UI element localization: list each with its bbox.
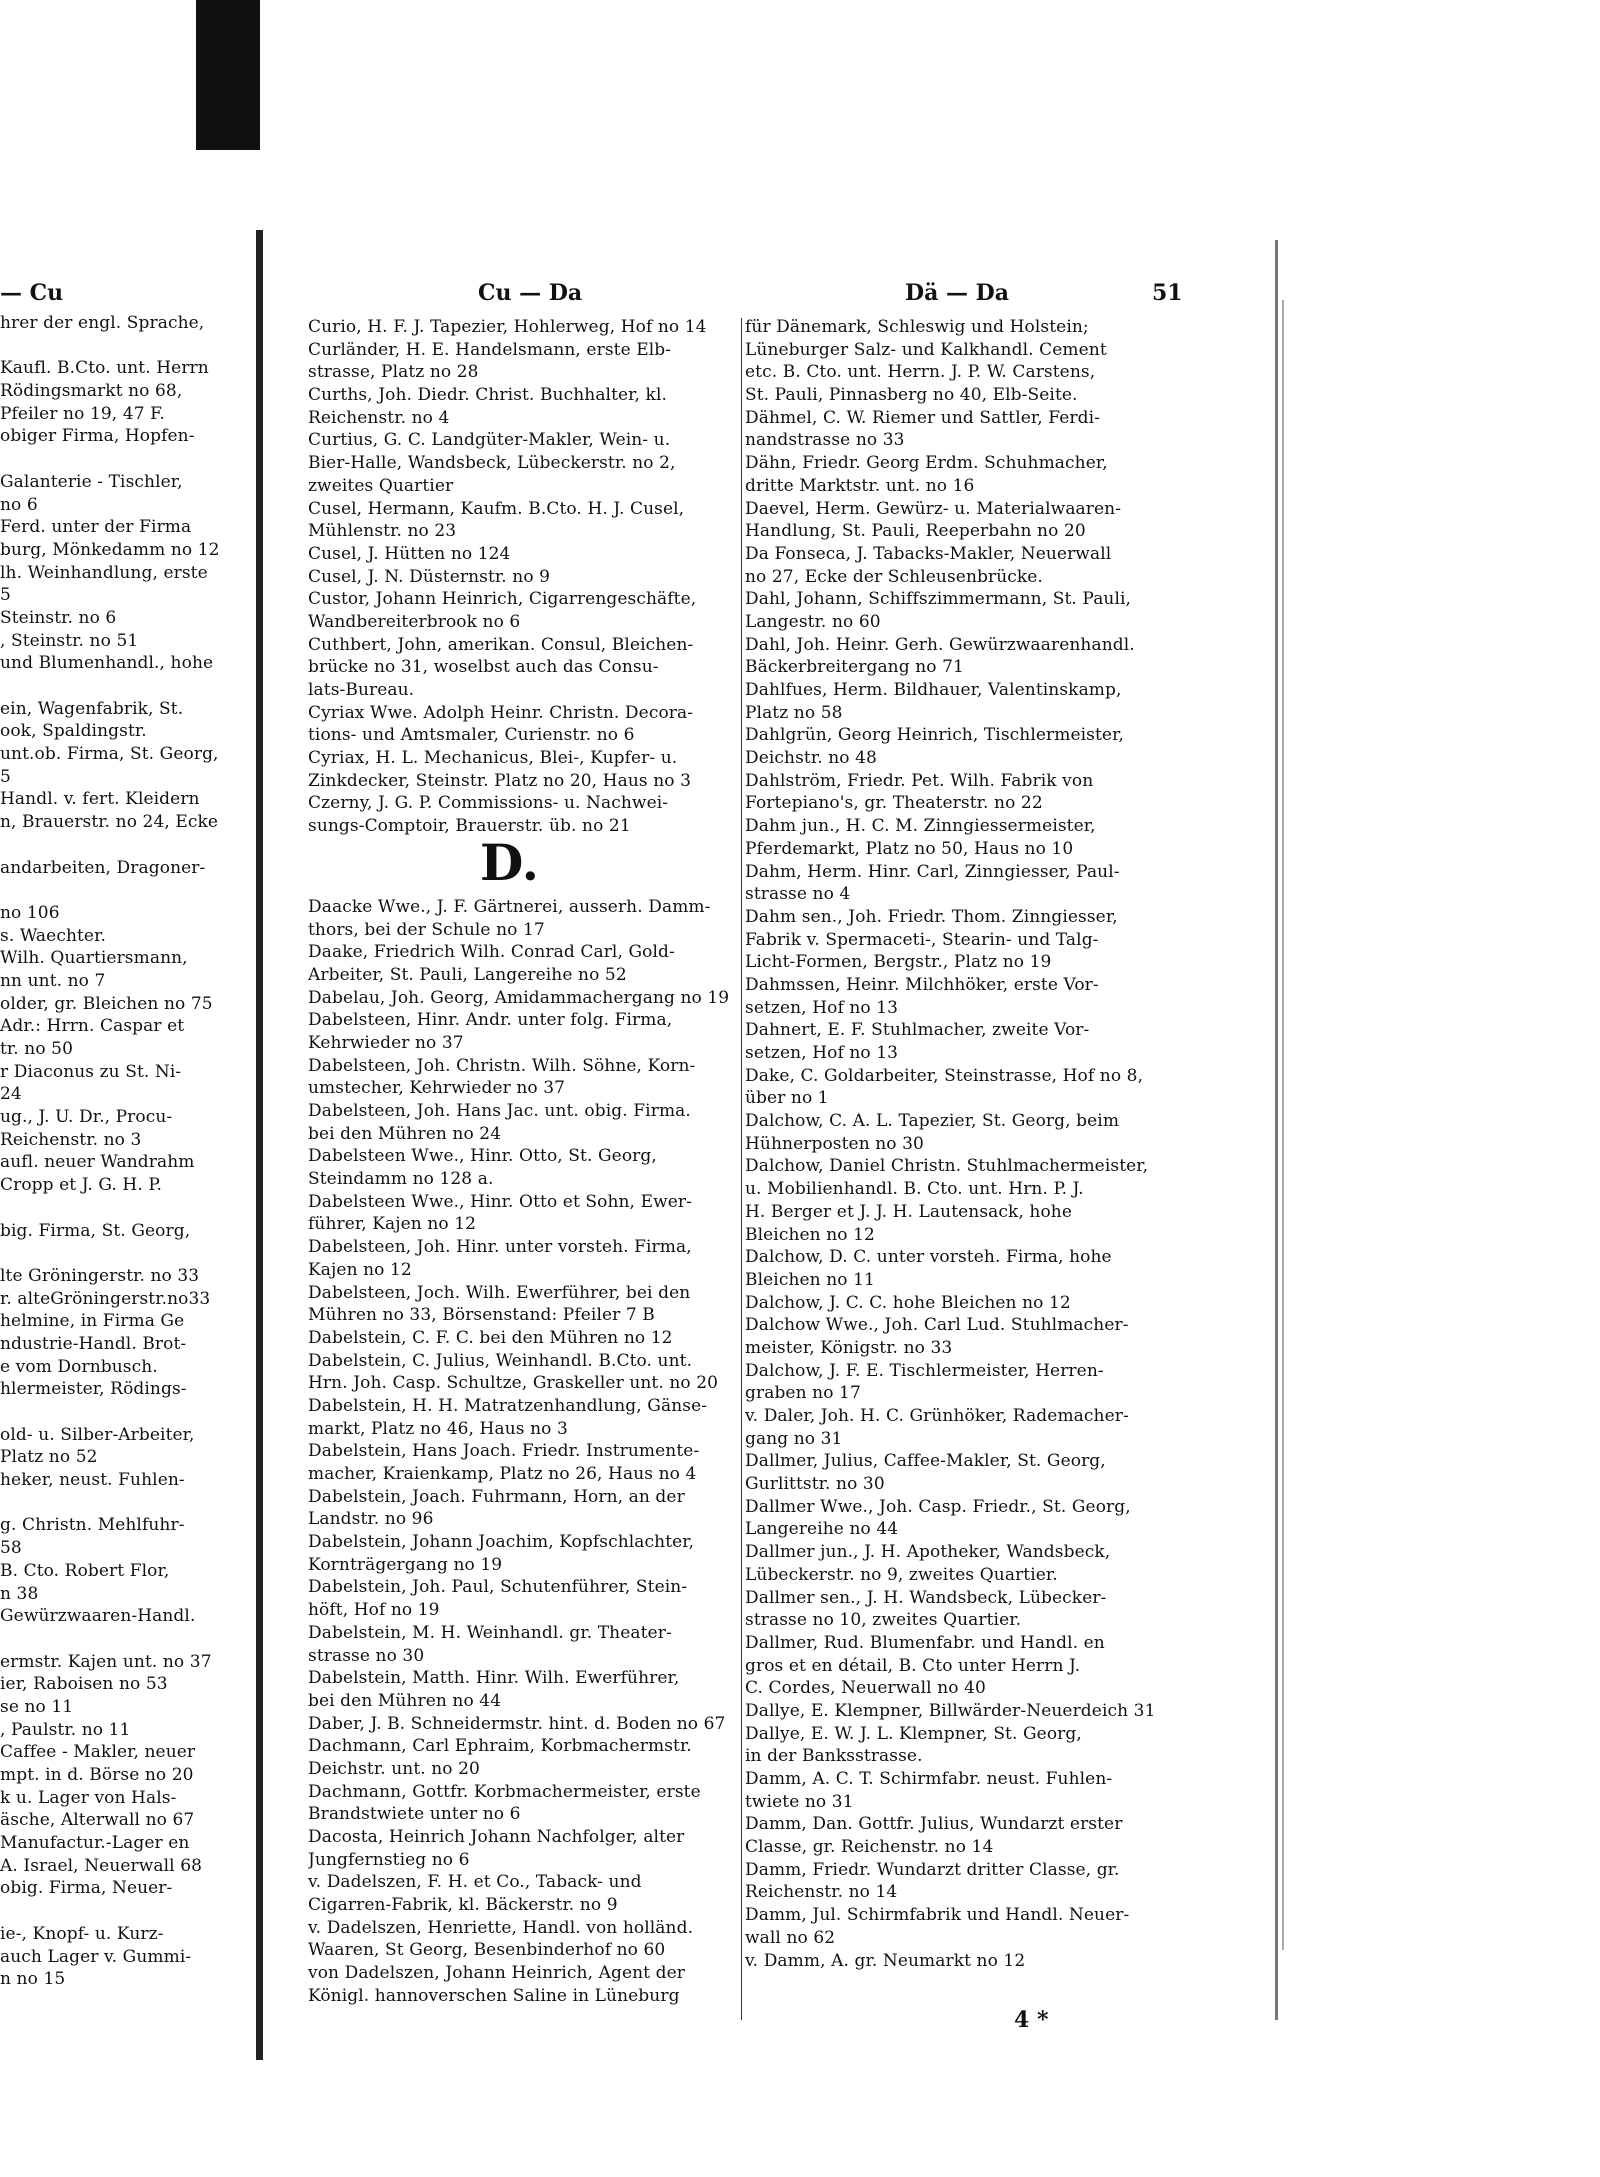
directory-line: aufl. neuer Wandrahm — [0, 1152, 195, 1173]
directory-entry-line: umstecher, Kehrwieder no 37 — [308, 1078, 566, 1099]
directory-line: Cropp et J. G. H. P. — [0, 1175, 162, 1196]
directory-entry-line: Damm, Jul. Schirmfabrik und Handl. Neuer- — [745, 1905, 1130, 1926]
directory-line: obig. Firma, Neuer- — [0, 1878, 173, 1899]
directory-line: e vom Dornbusch. — [0, 1356, 158, 1377]
left-page-column — [0, 312, 228, 1991]
directory-entry-line: Langestr. no 60 — [745, 611, 881, 632]
directory-entry-line: Wandbereiterbrook no 6 — [308, 611, 521, 632]
directory-entry-line: Bleichen no 11 — [745, 1269, 875, 1290]
directory-line: 58 — [0, 1538, 22, 1559]
directory-entry-line: C. Cordes, Neuerwall no 40 — [745, 1678, 986, 1699]
directory-line — [0, 448, 228, 471]
directory-entry-line: Daber, J. B. Schneidermstr. hint. d. Boden no 67 — [308, 1713, 726, 1734]
directory-entry-line: Damm, Dan. Gottfr. Julius, Wundarzt erster — [745, 1814, 1123, 1835]
directory-entry-line: Handlung, St. Pauli, Reeperbahn no 20 — [745, 521, 1086, 542]
directory-entry-line: no 27, Ecke der Schleusenbrücke. — [745, 566, 1043, 587]
directory-entry-line: markt, Platz no 46, Haus no 3 — [308, 1418, 568, 1439]
directory-line: äsche, Alterwall no 67 — [0, 1810, 195, 1831]
directory-entry-line: Daevel, Herm. Gewürz- u. Materialwaaren- — [745, 498, 1122, 519]
directory-entry-line: Dahlfues, Herm. Bildhauer, Valentinskamp, — [745, 680, 1122, 700]
directory-entry-line: Lübeckerstr. no 9, zweites Quartier. — [745, 1564, 1058, 1585]
directory-entry-line: Dahmssen, Heinr. Milchhöker, erste Vor- — [745, 974, 1099, 995]
directory-entry-line: Dabelsteen Wwe., Hinr. Otto, St. Georg, — [308, 1146, 657, 1167]
directory-entry-line: Dabelstein, M. H. Weinhandl. gr. Theater- — [308, 1622, 672, 1643]
directory-entry-line: höft, Hof no 19 — [308, 1600, 440, 1621]
directory-entry-line: Pferdemarkt, Platz no 50, Haus no 10 — [745, 838, 1074, 859]
directory-entry-line: Dalchow, J. C. C. hohe Bleichen no 12 — [745, 1292, 1071, 1313]
directory-line: nn unt. no 7 — [0, 970, 106, 991]
directory-entry-line: Kehrwieder no 37 — [308, 1032, 464, 1053]
directory-entry-line: Da Fonseca, J. Tabacks-Makler, Neuerwall — [745, 543, 1112, 564]
directory-entry-line: Cusel, J. N. Düsternstr. no 9 — [308, 566, 551, 587]
directory-line: Kaufl. B.Cto. unt. Herrn — [0, 358, 209, 379]
directory-line — [0, 1197, 228, 1220]
directory-line: g. Christn. Mehlfuhr- — [0, 1515, 185, 1536]
directory-entry-line: Curländer, H. E. Handelsmann, erste Elb- — [308, 339, 672, 360]
directory-entry-line: Cuthbert, John, amerikan. Consul, Bleichen- — [308, 634, 694, 655]
directory-entry-line: Jungfernstieg no 6 — [308, 1849, 470, 1870]
directory-line: no 106 — [0, 902, 60, 923]
directory-line: , Paulstr. no 11 — [0, 1719, 131, 1740]
directory-line: Adr.: Hrrn. Caspar et — [0, 1016, 185, 1037]
page-edge-inner — [1282, 300, 1284, 1950]
directory-entry-line: Deichstr. unt. no 20 — [308, 1758, 480, 1779]
directory-entry-line: Dabelsteen, Joh. Hans Jac. unt. obig. Firma. — [308, 1101, 691, 1121]
directory-entry-line: St. Pauli, Pinnasberg no 40, Elb-Seite. — [745, 385, 1078, 406]
directory-line: andarbeiten, Dragoner- — [0, 857, 206, 878]
directory-column-2 — [745, 316, 1185, 1972]
directory-entry-line: über no 1 — [745, 1088, 829, 1109]
directory-line: Reichenstr. no 3 — [0, 1129, 142, 1150]
directory-entry-line: Dabelsteen, Hinr. Andr. unter folg. Firma, — [308, 1010, 673, 1031]
directory-line: Rödingsmarkt no 68, — [0, 381, 183, 402]
directory-entry-line: Langereihe no 44 — [745, 1519, 899, 1540]
directory-line: old- u. Silber-Arbeiter, — [0, 1424, 195, 1445]
directory-line — [0, 1492, 228, 1515]
directory-entry-line: Curio, H. F. J. Tapezier, Hohlerweg, Hof no 14 — [308, 317, 707, 337]
directory-entry-line: sungs-Comptoir, Brauerstr. üb. no 21 — [308, 816, 631, 837]
directory-entry-line: Dabelstein, H. H. Matratzenhandlung, Gänse- — [308, 1395, 708, 1416]
directory-column-1 — [308, 316, 740, 2008]
directory-line: Caffee - Makler, neuer — [0, 1742, 196, 1763]
directory-entry-line: v. Daler, Joh. H. C. Grünhöker, Rademacher- — [745, 1406, 1129, 1426]
signature-mark: 4 * — [1014, 2007, 1049, 2033]
directory-entry-line: Dahm, Herm. Hinr. Carl, Zinngiesser, Paul- — [745, 861, 1120, 882]
directory-entry-line: von Dadelszen, Johann Heinrich, Agent der — [308, 1963, 685, 1984]
directory-entry-line: macher, Kraienkamp, Platz no 26, Haus no 4 — [308, 1464, 697, 1484]
directory-entry-line: nandstrasse no 33 — [745, 430, 905, 451]
directory-entry-line: Dabelstein, Joh. Paul, Schutenführer, Stein- — [308, 1577, 688, 1598]
directory-line: r Diaconus zu St. Ni- — [0, 1061, 182, 1082]
directory-entry-line: Dähn, Friedr. Georg Erdm. Schuhmacher, — [745, 453, 1108, 474]
directory-line: r. alteGröningerstr.no33 — [0, 1288, 211, 1309]
binding-shadow — [196, 0, 260, 150]
directory-line: auch Lager v. Gummi- — [0, 1946, 192, 1967]
directory-entry-line: Kornträgergang no 19 — [308, 1554, 503, 1575]
directory-entry-line: etc. B. Cto. unt. Herrn. J. P. W. Carstens, — [745, 362, 1096, 383]
directory-entry-line: Platz no 58 — [745, 702, 843, 723]
directory-entry-line: Dabelsteen, Joh. Christn. Wilh. Söhne, Korn- — [308, 1055, 696, 1076]
directory-line — [0, 1900, 228, 1923]
directory-entry-line: Lüneburger Salz- und Kalkhandl. Cement — [745, 339, 1107, 360]
directory-line: obiger Firma, Hopfen- — [0, 426, 195, 447]
directory-entry-line: Zinkdecker, Steinstr. Platz no 20, Haus no 3 — [308, 770, 692, 791]
directory-entry-line: führer, Kajen no 12 — [308, 1214, 477, 1235]
directory-entry-line: Dabelstein, Joach. Fuhrmann, Horn, an der — [308, 1486, 685, 1507]
directory-entry-line: Dalchow, C. A. L. Tapezier, St. Georg, beim — [745, 1111, 1120, 1132]
directory-line: ndustrie-Handl. Brot- — [0, 1333, 187, 1354]
directory-entry-line: Kajen no 12 — [308, 1259, 412, 1280]
directory-entry-line: Dallye, E. W. J. L. Klempner, St. Georg, — [745, 1723, 1082, 1744]
directory-line — [0, 335, 228, 358]
directory-entry-line: Bier-Halle, Wandsbeck, Lübeckerstr. no 2, — [308, 453, 676, 474]
directory-entry-line: Dabelstein, Johann Joachim, Kopfschlachter, — [308, 1532, 695, 1553]
directory-entry-line: Daacke Wwe., J. F. Gärtnerei, ausserh. Damm- — [308, 896, 711, 917]
directory-line: hlermeister, Rödings- — [0, 1379, 187, 1400]
directory-line: ein, Wagenfabrik, St. — [0, 698, 184, 719]
directory-line: 5 — [0, 585, 11, 606]
directory-line: heker, neust. Fuhlen- — [0, 1470, 185, 1491]
directory-entry-line: Hühnerposten no 30 — [745, 1133, 924, 1154]
directory-line: Steinstr. no 6 — [0, 607, 117, 628]
directory-line: lte Gröningerstr. no 33 — [0, 1265, 200, 1286]
directory-entry-line: strasse no 4 — [745, 884, 851, 905]
directory-entry-line: Dabelau, Joh. Georg, Amidammachergang no 19 — [308, 987, 730, 1008]
directory-entry-line: Dahm sen., Joh. Friedr. Thom. Zinngiesser, — [745, 906, 1118, 927]
directory-entry-line: Dahm jun., H. C. M. Zinngiessermeister, — [745, 816, 1096, 837]
directory-line: Galanterie - Tischler, — [0, 471, 183, 492]
directory-entry-line: Licht-Formen, Bergstr., Platz no 19 — [745, 952, 1052, 973]
directory-entry-line: setzen, Hof no 13 — [745, 1043, 899, 1063]
page-edge — [1275, 240, 1278, 2020]
directory-entry-line: Waaren, St Georg, Besenbinderhof no 60 — [308, 1940, 666, 1961]
directory-line: 5 — [0, 766, 11, 787]
directory-entry-line: zweites Quartier — [308, 475, 454, 496]
directory-line: mpt. in d. Börse no 20 — [0, 1765, 194, 1785]
directory-entry-line: Cusel, J. Hütten no 124 — [308, 543, 511, 564]
directory-line: Manufactur.-Lager en — [0, 1833, 190, 1854]
directory-entry-line: Dallmer, Julius, Caffee-Makler, St. Georg, — [745, 1451, 1106, 1472]
directory-entry-line: Dabelstein, Hans Joach. Friedr. Instrumente- — [308, 1441, 700, 1462]
directory-entry-line: Cusel, Hermann, Kaufm. B.Cto. H. J. Cusel, — [308, 498, 685, 519]
directory-entry-line: Daake, Friedrich Wilh. Conrad Carl, Gold- — [308, 942, 675, 963]
directory-entry-line: Dallye, E. Klempner, Billwärder-Neuerdeich 31 — [745, 1700, 1156, 1721]
directory-entry-line: Dalchow, D. C. unter vorsteh. Firma, hohe — [745, 1247, 1112, 1268]
directory-entry-line: Dabelstein, Matth. Hinr. Wilh. Ewerführer, — [308, 1668, 680, 1689]
directory-entry-line: Dahlgrün, Georg Heinrich, Tischlermeister, — [745, 725, 1124, 746]
running-head-center: Cu — Da — [478, 280, 583, 306]
directory-entry-line: Dalchow Wwe., Joh. Carl Lud. Stuhlmacher- — [745, 1315, 1129, 1336]
directory-entry-line: Dachmann, Carl Ephraim, Korbmachermstr. — [308, 1736, 692, 1757]
directory-entry-line: v. Dadelszen, F. H. et Co., Taback- und — [308, 1872, 642, 1893]
directory-entry-line: Reichenstr. no 4 — [308, 407, 450, 428]
directory-line — [0, 834, 228, 857]
directory-entry-line: Dabelstein, C. F. C. bei den Mühren no 12 — [308, 1327, 673, 1348]
directory-entry-line: Dähmel, C. W. Riemer und Sattler, Ferdi- — [745, 407, 1100, 428]
directory-entry-line: Arbeiter, St. Pauli, Langereihe no 52 — [308, 964, 627, 985]
running-head-right: Dä — Da — [905, 280, 1009, 306]
directory-entry-line: Reichenstr. no 14 — [745, 1882, 898, 1903]
directory-line: B. Cto. Robert Flor, — [0, 1560, 170, 1581]
directory-line: Gewürzwaaren-Handl. — [0, 1606, 196, 1627]
directory-entry-line: Damm, A. C. T. Schirmfabr. neust. Fuhlen- — [745, 1769, 1113, 1789]
directory-entry-line: Dallmer jun., J. H. Apotheker, Wandsbeck, — [745, 1542, 1111, 1563]
directory-line: unt.ob. Firma, St. Georg, — [0, 744, 219, 765]
directory-entry-line: v. Damm, A. gr. Neumarkt no 12 — [745, 1950, 1026, 1971]
directory-entry-line: Cigarren-Fabrik, kl. Bäckerstr. no 9 — [308, 1895, 618, 1916]
directory-entry-line: Mühlenstr. no 23 — [308, 521, 457, 542]
directory-entry-line: Curtius, G. C. Landgüter-Makler, Wein- u. — [308, 430, 671, 451]
directory-entry-line: Fabrik v. Spermaceti-, Stearin- und Talg- — [745, 929, 1099, 950]
directory-entry-line: Custor, Johann Heinrich, Cigarrengeschäfte, — [308, 589, 697, 610]
directory-entry-line: Steindamm no 128 a. — [308, 1169, 494, 1190]
page-number: 51 — [1152, 280, 1183, 306]
directory-entry-line: Bäckerbreitergang no 71 — [745, 657, 964, 678]
directory-entry-line: Dabelsteen, Joch. Wilh. Ewerführer, bei den — [308, 1282, 691, 1303]
directory-entry-line: gros et en détail, B. Cto unter Herrn J. — [745, 1655, 1081, 1676]
directory-entry-line: Mühren no 33, Börsenstand: Pfeiler 7 B — [308, 1305, 655, 1326]
directory-entry-line: v. Dadelszen, Henriette, Handl. von holländ. — [308, 1917, 694, 1938]
directory-line: A. Israel, Neuerwall 68 — [0, 1855, 203, 1876]
directory-entry-line: Dahl, Johann, Schiffszimmermann, St. Pauli, — [745, 589, 1132, 610]
directory-line — [0, 675, 228, 698]
directory-entry-line: Dahl, Joh. Heinr. Gerh. Gewürzwaarenhandl. — [745, 634, 1135, 655]
directory-entry-line: Curths, Joh. Diedr. Christ. Buchhalter, kl. — [308, 385, 667, 406]
directory-line: n no 15 — [0, 1969, 66, 1990]
directory-entry-line: Damm, Friedr. Wundarzt dritter Classe, gr. — [745, 1859, 1120, 1880]
directory-entry-line: Gurlittstr. no 30 — [745, 1474, 885, 1495]
directory-line: lh. Weinhandlung, erste — [0, 562, 208, 583]
directory-entry-line: in der Banksstrasse. — [745, 1746, 923, 1767]
directory-entry-line: Dallmer Wwe., Joh. Casp. Friedr., St. Georg, — [745, 1496, 1131, 1517]
directory-line: burg, Mönkedamm no 12 — [0, 539, 220, 560]
column-divider — [741, 318, 742, 2020]
directory-line: 24 — [0, 1084, 22, 1105]
directory-entry-line: Dake, C. Goldarbeiter, Steinstrasse, Hof no 8, — [745, 1065, 1144, 1086]
directory-line: Pfeiler no 19, 47 F. — [0, 403, 165, 424]
directory-entry-line: twiete no 31 — [745, 1791, 854, 1812]
directory-line: Platz no 52 — [0, 1447, 98, 1468]
directory-line: ook, Spaldingstr. — [0, 721, 147, 742]
directory-line: helmine, in Firma Ge — [0, 1311, 185, 1332]
directory-entry-line: Classe, gr. Reichenstr. no 14 — [745, 1837, 994, 1858]
directory-entry-line: Brandstwiete unter no 6 — [308, 1804, 521, 1825]
directory-line — [0, 1628, 228, 1651]
directory-line — [0, 1242, 228, 1265]
directory-line: , Steinstr. no 51 — [0, 630, 139, 651]
directory-entry-line: Dallmer sen., J. H. Wandsbeck, Lübecker- — [745, 1587, 1107, 1608]
directory-entry-line: graben no 17 — [745, 1383, 861, 1404]
directory-entry-line: strasse, Platz no 28 — [308, 362, 479, 383]
directory-entry-line: H. Berger et J. J. H. Lautensack, hohe — [745, 1201, 1073, 1222]
section-letter: D. — [480, 833, 539, 892]
directory-line: tr. no 50 — [0, 1039, 74, 1059]
directory-line: big. Firma, St. Georg, — [0, 1220, 191, 1241]
directory-entry-line: lats-Bureau. — [308, 680, 415, 700]
directory-entry-line: Königl. hannoverschen Saline in Lüneburg — [308, 1985, 680, 2006]
directory-entry-line: Dallmer, Rud. Blumenfabr. und Handl. en — [745, 1632, 1105, 1653]
directory-entry-line: tions- und Amtsmaler, Curienstr. no 6 — [308, 725, 635, 746]
directory-entry-line: Fortepiano's, gr. Theaterstr. no 22 — [745, 793, 1043, 814]
directory-entry-line: Dachmann, Gottfr. Korbmachermeister, erste — [308, 1781, 701, 1802]
directory-line: Wilh. Quartiersmann, — [0, 948, 188, 969]
directory-entry-line: Czerny, J. G. P. Commissions- u. Nachwei- — [308, 793, 669, 814]
directory-line: hrer der engl. Sprache, — [0, 313, 205, 333]
directory-entry-line: brücke no 31, woselbst auch das Consu- — [308, 657, 659, 678]
directory-line: ie-, Knopf- u. Kurz- — [0, 1923, 164, 1944]
directory-line: Ferd. unter der Firma — [0, 517, 192, 538]
directory-entry-line: Dacosta, Heinrich Johann Nachfolger, alter — [308, 1827, 685, 1847]
directory-entry-line: Dalchow, J. F. E. Tischlermeister, Herren- — [745, 1360, 1104, 1381]
directory-line: ermstr. Kajen unt. no 37 — [0, 1651, 212, 1672]
directory-entry-line: setzen, Hof no 13 — [745, 997, 899, 1018]
directory-line: ier, Raboisen no 53 — [0, 1674, 168, 1695]
directory-line: se no 11 — [0, 1696, 74, 1717]
directory-entry-line: meister, Königstr. no 33 — [745, 1337, 953, 1358]
directory-entry-line: bei den Mühren no 24 — [308, 1123, 502, 1144]
directory-entry-line: Dabelsteen Wwe., Hinr. Otto et Sohn, Ewer- — [308, 1191, 692, 1212]
directory-line — [0, 879, 228, 902]
page-gutter — [256, 230, 263, 2060]
directory-line: no 6 — [0, 494, 38, 515]
directory-entry-line: Deichstr. no 48 — [745, 748, 877, 769]
directory-entry-line: u. Mobilienhandl. B. Cto. unt. Hrn. P. J. — [745, 1179, 1084, 1200]
directory-entry-line: Dahnert, E. F. Stuhlmacher, zweite Vor- — [745, 1020, 1090, 1041]
directory-line: n 38 — [0, 1583, 39, 1604]
directory-line: und Blumenhandl., hohe — [0, 653, 214, 674]
directory-entry-line: Dabelsteen, Joh. Hinr. unter vorsteh. Firma, — [308, 1237, 692, 1258]
directory-entry-line: Dabelstein, C. Julius, Weinhandl. B.Cto. unt. — [308, 1350, 693, 1371]
directory-entry-line: strasse no 10, zweites Quartier. — [745, 1610, 1022, 1631]
directory-entry-line: Hrn. Joh. Casp. Schultze, Graskeller unt. no 20 — [308, 1373, 719, 1394]
directory-line: k u. Lager von Hals- — [0, 1787, 177, 1808]
directory-entry-line: Cyriax, H. L. Mechanicus, Blei-, Kupfer- u. — [308, 748, 678, 769]
directory-entry-line: Dahlström, Friedr. Pet. Wilh. Fabrik von — [745, 770, 1094, 791]
directory-entry-line: Bleichen no 12 — [745, 1224, 875, 1245]
directory-entry-line: Dalchow, Daniel Christn. Stuhlmachermeister, — [745, 1156, 1149, 1177]
directory-line: s. Waechter. — [0, 925, 106, 946]
directory-entry-line: bei den Mühren no 44 — [308, 1690, 502, 1711]
directory-entry-line: dritte Marktstr. unt. no 16 — [745, 475, 975, 496]
directory-entry-line: für Dänemark, Schleswig und Holstein; — [745, 317, 1089, 337]
directory-entry-line: thors, bei der Schule no 17 — [308, 919, 545, 940]
directory-line: older, gr. Bleichen no 75 — [0, 993, 213, 1014]
directory-entry-line: Cyriax Wwe. Adolph Heinr. Christn. Decora- — [308, 702, 694, 723]
directory-line: n, Brauerstr. no 24, Ecke — [0, 812, 219, 833]
directory-line: ug., J. U. Dr., Procu- — [0, 1107, 173, 1128]
directory-entry-line: gang no 31 — [745, 1428, 843, 1449]
directory-entry-line: wall no 62 — [745, 1927, 836, 1948]
directory-entry-line: strasse no 30 — [308, 1645, 425, 1666]
left-running-head: — Cu — [0, 280, 64, 306]
directory-entry-line: Landstr. no 96 — [308, 1509, 434, 1530]
directory-line: Handl. v. fert. Kleidern — [0, 789, 200, 810]
directory-line — [0, 1401, 228, 1424]
